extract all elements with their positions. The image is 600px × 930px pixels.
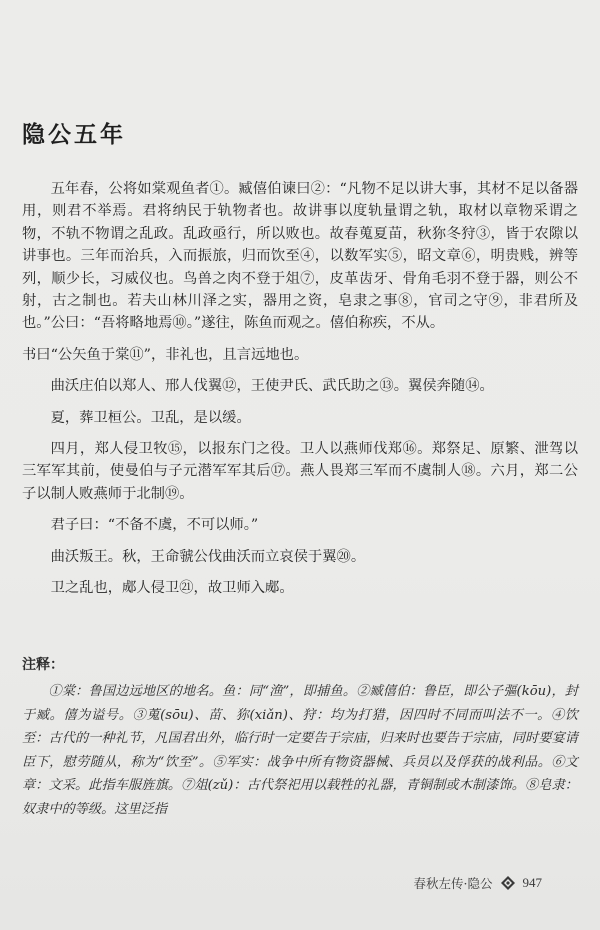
paragraph: 五年春，公将如棠观鱼者①。臧僖伯谏曰②：“凡物不足以讲大事，其材不足以备器用，则君不举焉。君将纳民于轨物者也。故讲事以度轨量谓之轨，取材以章物采谓之物，不轨不物谓之乱政。乱政亟行，所以败也。故春蒐夏苗，秋狝冬狩③，皆于农隙以讲事也。三年而治兵，入而振旅，归而饮至④，以数军实⑤，昭文章⑥，明贵贱，辨等列，顺少长，习威仪也。鸟兽之肉不登于俎⑦，皮革齿牙、骨角毛羽不登于器，则公不射，古之制也。若夫山林川泽之实，器用之资，皂隶之事⑧，官司之守⑨，非君所及也。”公曰：“吾将略地焉⑩。”遂往，陈鱼而观之。僖伯称疾，不从。: [22, 181, 578, 332]
paragraph: 夏，葬卫桓公。卫乱，是以缓。: [50, 409, 251, 426]
paragraph: 四月，郑人侵卫牧⑮，以报东门之役。卫人以燕师伐郑⑯。郑祭足、原繁、泄驾以三军军其前，使曼伯与子元潜军军其后⑰。燕人畏郑三军而不虞制人⑱。六月，郑二公子以制人败燕师于北制⑲。: [22, 441, 578, 502]
paragraph: 君子曰：“不备不虞，不可以师。”: [50, 517, 259, 534]
paragraph: 书曰“公矢鱼于棠⑪”，非礼也，且言远地也。: [22, 346, 309, 363]
section-title: 隐公五年: [22, 121, 126, 148]
paragraph: 卫之乱也，郕人侵卫㉑，故卫师入郕。: [50, 580, 294, 597]
notes-section: [22, 680, 578, 821]
paragraph: 曲沃庄伯以郑人、邢人伐翼⑫，王使尹氏、武氏助之⑬。翼侯奔随⑭。: [50, 378, 494, 395]
notes-label: 注释：: [22, 657, 64, 673]
paragraph: 曲沃叛王。秋，王命虢公伐曲沃而立哀侯于翼⑳。: [50, 548, 366, 565]
bleed-through-text: [20, 30, 580, 100]
running-footer-title: 春秋左传·隐公: [413, 876, 493, 891]
main-text: [22, 178, 578, 609]
page-footer: [414, 874, 542, 892]
notes-text: ①棠：鲁国边远地区的地名。鱼：同“渔”，即捕鱼。②臧僖伯：鲁臣，即公子彄(kōu)，封于臧。僖为谥号。③蒐(sōu)、苗、狝(xiǎn)、狩：均为打猎，因四时不同而叫法不一。④饮至：古代的一种礼节，凡国君出外，临行时一定要告于宗庙，归来时也要告于宗庙，同时要宴请臣下，慰劳随从，称为“饮至”。⑤军实：战争中所有物资器械、兵员以及俘获的战利品。⑥文章：文采。此指车服旌旗。⑦俎(zǔ)：古代祭祀用以载牲的礼器，青铜制或木制漆饰。⑧皂隶：奴隶中的等级。这里泛指: [22, 684, 578, 817]
page-number: 947: [522, 875, 542, 890]
diamond-ornament-icon: [501, 876, 515, 890]
